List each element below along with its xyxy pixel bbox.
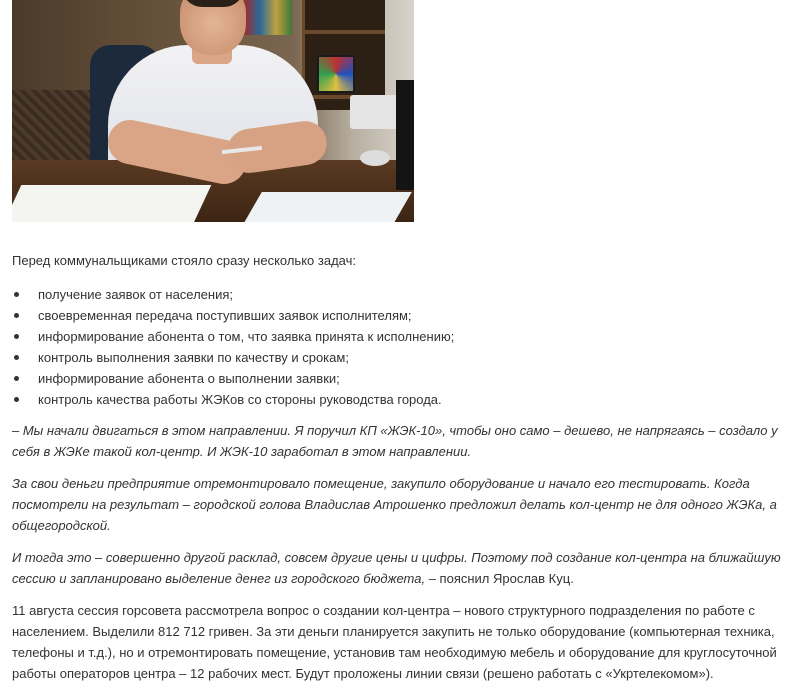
list-item: информирование абонента о том, что заявка принята к исполнению;	[12, 326, 790, 347]
list-item: информирование абонента о выполнении заявки;	[12, 368, 790, 389]
bullet-icon	[14, 313, 19, 318]
quote-paragraph-1: – Мы начали двигаться в этом направлении. Я поручил КП «ЖЭК-10», чтобы оно само – дешево, не напрягаясь – создало у себя в ЖЭКе такой кол-центр. И ЖЭК-10 заработал в этом направлении.	[12, 423, 778, 459]
list-item: получение заявок от населения;	[12, 284, 790, 305]
body-paragraph-4: 11 августа сессия горсовета рассмотрела вопрос о создании кол-центра – нового структурного подразделения по работе с населением. Выделили 812 712 гривен. За эти деньги планируется закупить не только оборудование (компьютерная техника, телефоны и т.д.), но и отремонтировать помещение, установив там необходимую мебель и оборудование для круглосуточной работы операторов центра – 12 рабочих мест. Будут проложены линии связи (решено работать с «Укртелекомом»).	[12, 603, 777, 681]
list-item: контроль качества работы ЖЭКов со стороны руководства города.	[12, 389, 790, 410]
intro-paragraph: Перед коммунальщиками стояло сразу несколько задач:	[12, 253, 356, 268]
bullet-icon	[14, 397, 19, 402]
quote-text: И тогда это – совершенно другой расклад, совсем другие цены и цифры. Поэтому под создание кол-центра на ближайшую сессию и запланировано выделение денег из городского бюджета,	[12, 550, 781, 586]
article-photo	[12, 0, 414, 222]
bullet-icon	[14, 334, 19, 339]
quote-paragraph-3	[12, 547, 790, 589]
bullet-icon	[14, 355, 19, 360]
article-body	[12, 250, 790, 695]
bullet-icon	[14, 376, 19, 381]
quote-attribution: – пояснил Ярослав Куц.	[425, 571, 574, 586]
list-item: контроль выполнения заявки по качеству и срокам;	[12, 347, 790, 368]
list-item: своевременная передача поступивших заявок исполнителям;	[12, 305, 790, 326]
task-list	[12, 284, 790, 410]
bullet-icon	[14, 292, 19, 297]
quote-paragraph-2: За свои деньги предприятие отремонтировало помещение, закупило оборудование и начало его тестировать. Когда посмотрели на результат – городской голова Владислав Атрошенко предложил делать кол-центр не для одного ЖЭКа, а общегородской.	[12, 476, 777, 533]
